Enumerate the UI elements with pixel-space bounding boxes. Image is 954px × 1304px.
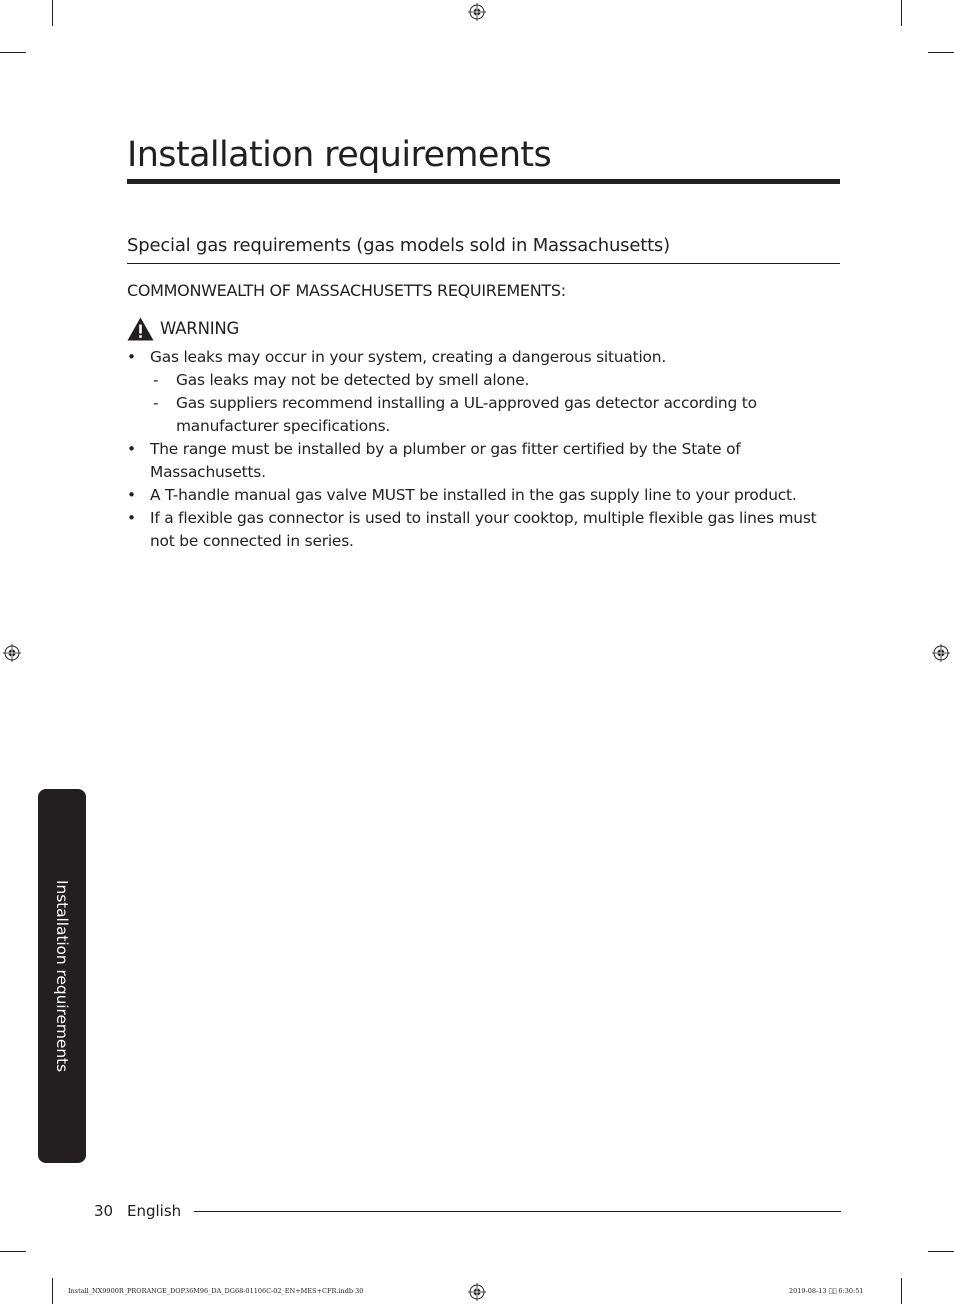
side-tab-label: Installation requirements bbox=[53, 880, 71, 1072]
side-tab bbox=[38, 789, 86, 1163]
list-item bbox=[127, 438, 839, 484]
warning-triangle-icon bbox=[127, 317, 154, 341]
section-heading: Special gas requirements (gas models sold in Massachusetts) bbox=[127, 235, 670, 256]
crop-mark bbox=[928, 1251, 954, 1252]
list-item-text: Gas leaks may occur in your system, creating a dangerous situation. bbox=[150, 348, 667, 366]
dash-icon: - bbox=[153, 394, 159, 412]
crop-mark bbox=[52, 0, 53, 26]
sub-list-item bbox=[150, 369, 839, 392]
bullet-icon: • bbox=[127, 509, 136, 527]
page-footer bbox=[94, 1200, 181, 1222]
crop-mark bbox=[52, 1278, 53, 1304]
sub-list-item-text: Gas suppliers recommend installing a UL-approved gas detector according to manufacturer specifications. bbox=[176, 394, 757, 435]
registration-mark-icon bbox=[468, 1283, 486, 1301]
list-item-text: The range must be installed by a plumber or gas fitter certified by the State of Massachusetts. bbox=[150, 440, 741, 481]
list-item bbox=[127, 346, 839, 438]
print-slug-file: Install_NX9900R_PRORANGE_DOP36M96_DA_DG68-01106C-02_EN+MES+CFR.indb 30 bbox=[68, 1287, 364, 1295]
list-item-text: If a flexible gas connector is used to install your cooktop, multiple flexible gas lines must not be connected in series. bbox=[150, 509, 817, 550]
crop-mark bbox=[0, 52, 26, 53]
crop-mark bbox=[928, 52, 954, 53]
sub-heading: COMMONWEALTH OF MASSACHUSETTS REQUIREMENTS: bbox=[127, 281, 566, 300]
crop-mark bbox=[901, 0, 902, 26]
section-rule bbox=[127, 263, 840, 264]
warning-content bbox=[127, 346, 839, 553]
registration-mark-icon bbox=[468, 3, 486, 21]
list-item bbox=[127, 484, 839, 507]
page-title: Installation requirements bbox=[127, 135, 552, 175]
registration-mark-icon bbox=[3, 644, 21, 662]
bullet-icon: • bbox=[127, 348, 136, 366]
sub-list-item-text: Gas leaks may not be detected by smell alone. bbox=[176, 371, 530, 389]
registration-mark-icon bbox=[932, 644, 950, 662]
bullet-list bbox=[127, 346, 839, 553]
bullet-icon: • bbox=[127, 440, 136, 458]
bullet-icon: • bbox=[127, 486, 136, 504]
footer-rule bbox=[194, 1211, 841, 1212]
sub-list-item bbox=[150, 392, 839, 438]
warning-header bbox=[127, 316, 239, 342]
crop-mark bbox=[0, 1251, 26, 1252]
dash-icon: - bbox=[153, 371, 159, 389]
title-rule bbox=[127, 179, 840, 184]
footer-language: English bbox=[127, 1202, 182, 1220]
print-slug-date: 2019-08-13 ￿￿ 6:30:51 bbox=[789, 1287, 864, 1295]
sub-list bbox=[150, 369, 839, 438]
warning-label: WARNING bbox=[160, 319, 240, 338]
list-item-text: A T-handle manual gas valve MUST be installed in the gas supply line to your product. bbox=[150, 486, 797, 504]
crop-mark bbox=[901, 1278, 902, 1304]
page-number: 30 bbox=[94, 1202, 114, 1220]
list-item bbox=[127, 507, 839, 553]
